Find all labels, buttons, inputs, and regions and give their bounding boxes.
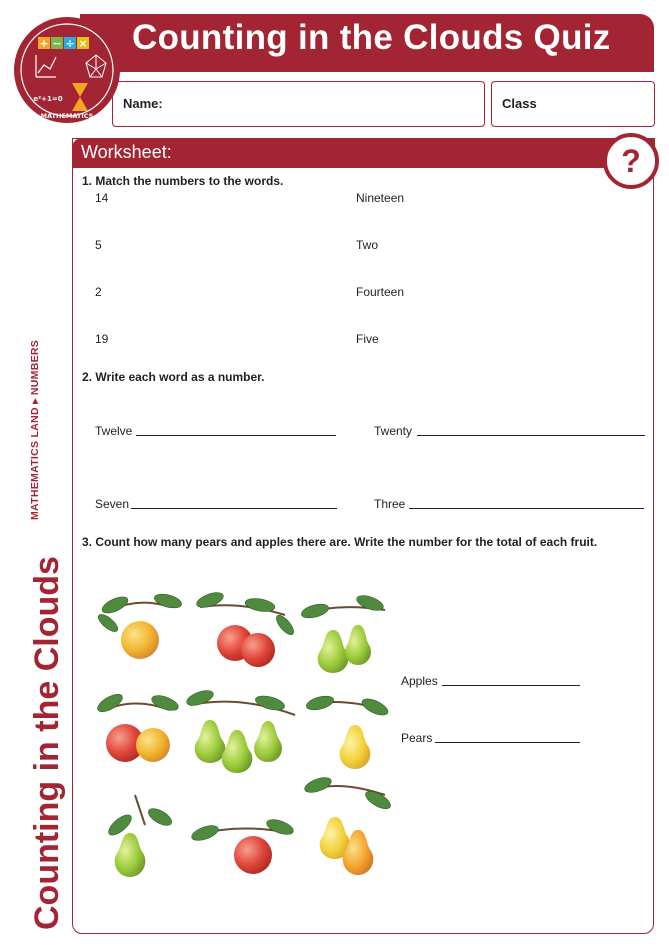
times-operator: ×	[78, 37, 88, 50]
side-breadcrumb	[29, 340, 41, 520]
side-title: Counting in the Clouds	[28, 556, 66, 930]
pear-green-5	[254, 721, 282, 762]
word-label-three: Three	[374, 497, 406, 511]
answer-line-seven[interactable]	[131, 508, 337, 509]
match-number[interactable]: 5	[95, 238, 102, 252]
word-label-seven: Seven	[95, 497, 130, 511]
class-field[interactable]	[491, 81, 655, 127]
apple-red-4	[234, 836, 272, 874]
match-number[interactable]: 19	[95, 332, 109, 346]
match-word[interactable]: Nineteen	[356, 191, 405, 205]
apples-answer-line[interactable]	[442, 685, 580, 686]
match-word[interactable]: Five	[356, 332, 379, 346]
pears-answer-line[interactable]	[435, 742, 580, 743]
class-label: Class	[502, 96, 537, 111]
question-mark-icon: ?	[603, 133, 659, 189]
question-1-text: 1. Match the numbers to the words.	[82, 174, 284, 188]
question-2-text: 2. Write each word as a number.	[82, 370, 265, 384]
question-3-text: 3. Count how many pears and apples there are. Write the number for the total of each fruit.	[82, 535, 598, 549]
pear-green-1	[318, 630, 349, 673]
match-number[interactable]: 2	[95, 285, 102, 299]
apple-yellow-1	[121, 621, 159, 659]
apples-label: Apples	[401, 674, 438, 688]
plus-operator: +	[39, 37, 49, 50]
mathematics-logo	[12, 15, 122, 125]
divide-operator: ÷	[65, 37, 75, 50]
apple-yellow-2	[136, 728, 170, 762]
worksheet-title: Worksheet:	[81, 142, 172, 162]
name-label: Name:	[123, 96, 163, 111]
pear-yellow-1	[340, 725, 371, 769]
pear-green-6	[115, 833, 146, 877]
logo-label: MATHEMATICS	[40, 112, 94, 120]
word-label-twelve: Twelve	[95, 424, 133, 438]
minus-operator: −	[52, 37, 62, 50]
apple-red-2	[241, 633, 275, 667]
pear-green-4	[222, 730, 253, 773]
match-number[interactable]: 14	[95, 191, 109, 205]
name-field[interactable]	[112, 81, 485, 127]
pear-green-2	[345, 625, 371, 665]
breadcrumb-arrow-icon: ▸	[29, 398, 41, 404]
page-title: Counting in the Clouds Quiz	[132, 18, 611, 57]
breadcrumb-numbers: NUMBERS	[29, 339, 41, 396]
word-label-twenty: Twenty	[374, 424, 413, 438]
pear-green-3	[195, 720, 226, 763]
match-word[interactable]: Fourteen	[356, 285, 405, 299]
answer-line-three[interactable]	[409, 508, 644, 509]
answer-line-twelve[interactable]	[136, 435, 336, 436]
logo-formula: e²+1=0	[33, 95, 63, 103]
pears-label: Pears	[401, 731, 433, 745]
fruit-illustration	[90, 585, 400, 885]
answer-line-twenty[interactable]	[417, 435, 645, 436]
match-word[interactable]: Two	[356, 238, 379, 252]
breadcrumb-mathematics-land: MATHEMATICS LAND	[29, 407, 41, 520]
